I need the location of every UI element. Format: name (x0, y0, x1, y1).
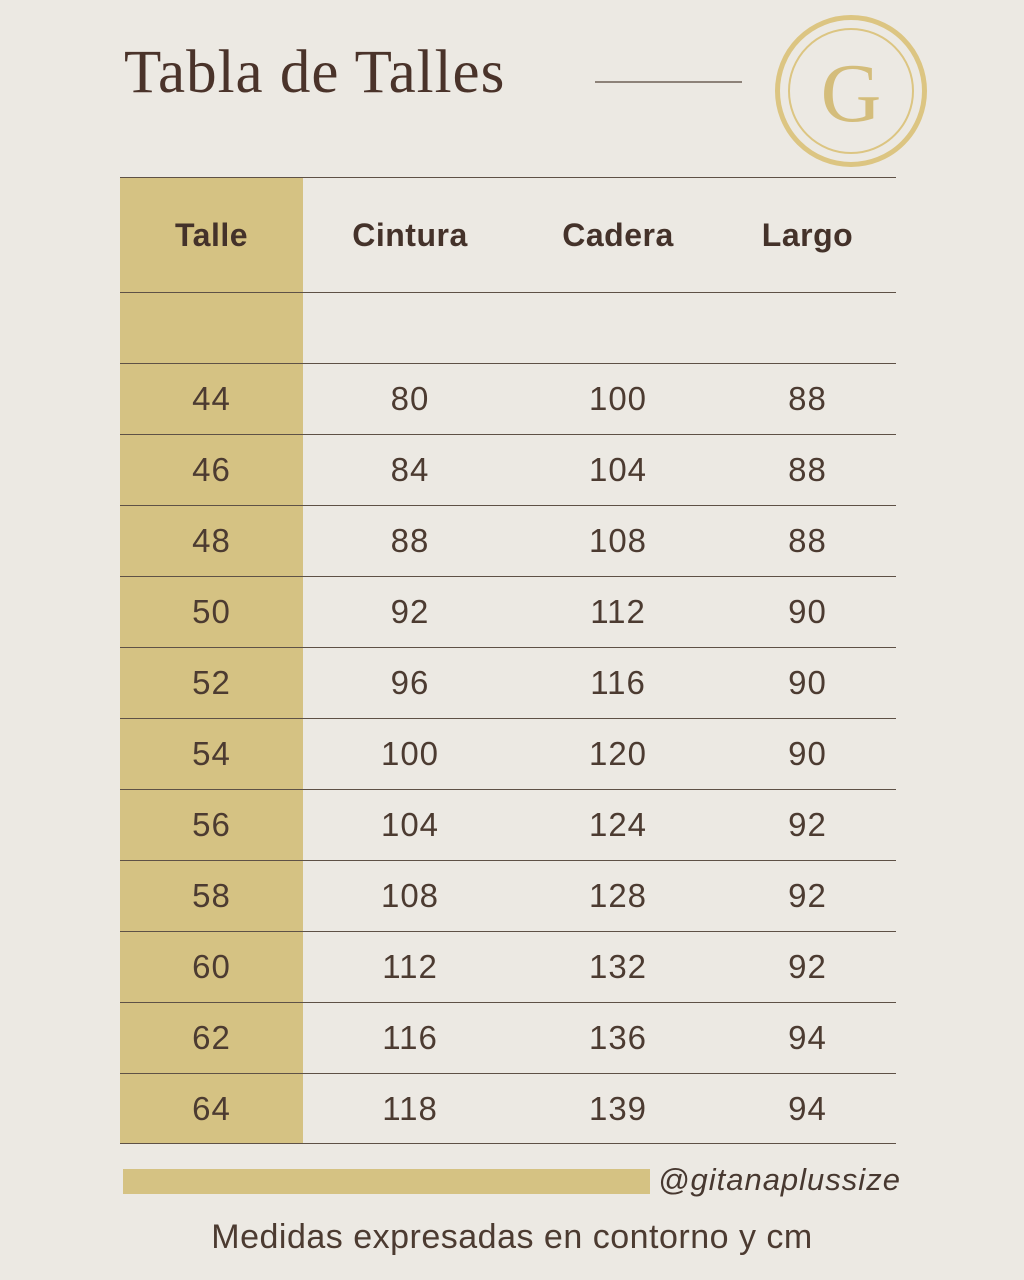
cell-cadera: 128 (588, 877, 648, 914)
table-row (120, 718, 896, 789)
cell-talle: 50 (120, 577, 303, 647)
cell-talle: 58 (120, 861, 303, 931)
cell-cintura: 100 (380, 735, 440, 772)
table-row (120, 1073, 896, 1144)
cell-cadera: 120 (588, 735, 648, 772)
cell-talle: 56 (120, 790, 303, 860)
cell-largo: 88 (788, 380, 827, 417)
cell-talle: 44 (120, 364, 303, 434)
cell-cintura: 116 (382, 1019, 438, 1056)
spacer-cell (719, 293, 896, 363)
table-row (120, 1002, 896, 1073)
brand-logo (775, 15, 927, 167)
cell-cintura: 104 (380, 806, 440, 843)
cell-cintura: 80 (390, 380, 430, 417)
cell-cintura: 112 (382, 948, 438, 985)
footer-gold-bar (123, 1169, 650, 1194)
cell-cintura: 96 (390, 664, 430, 701)
cell-talle: 64 (120, 1074, 303, 1143)
cell-largo: 92 (788, 806, 827, 843)
cell-largo: 94 (788, 1019, 827, 1056)
table-row (120, 363, 896, 434)
size-table (120, 177, 896, 1144)
spacer-cell (517, 293, 719, 363)
spacer-cell (303, 293, 517, 363)
page-title: Tabla de Talles (124, 39, 506, 106)
cell-cadera: 116 (590, 664, 646, 701)
cell-cadera: 100 (588, 380, 648, 417)
cell-talle: 52 (120, 648, 303, 718)
column-header-largo: Largo (761, 216, 854, 253)
cell-largo: 88 (788, 451, 827, 488)
cell-cadera: 112 (590, 593, 646, 630)
cell-cadera: 132 (588, 948, 648, 985)
column-header-cintura: Cintura (352, 216, 468, 253)
cell-largo: 90 (788, 664, 827, 701)
cell-talle: 54 (120, 719, 303, 789)
cell-largo: 94 (788, 1089, 827, 1127)
cell-cintura: 118 (382, 1089, 438, 1127)
brand-logo-inner-ring (788, 28, 914, 154)
cell-cadera: 124 (588, 806, 648, 843)
brand-logo-letter: G (820, 47, 882, 140)
cell-talle: 62 (120, 1003, 303, 1073)
social-handle: @gitanaplussize (658, 1162, 901, 1197)
cell-cintura: 84 (390, 451, 430, 488)
cell-talle: 60 (120, 932, 303, 1002)
table-row (120, 434, 896, 505)
cell-cadera: 108 (588, 522, 648, 559)
cell-largo: 88 (788, 522, 827, 559)
cell-cintura: 108 (380, 877, 440, 914)
cell-cadera: 139 (588, 1089, 648, 1127)
cell-talle: 46 (120, 435, 303, 505)
table-row (120, 789, 896, 860)
cell-largo: 92 (788, 877, 827, 914)
cell-largo: 92 (788, 948, 827, 985)
spacer-cell (120, 293, 303, 363)
column-header-cadera: Cadera (562, 216, 674, 253)
cell-largo: 90 (788, 593, 827, 630)
table-row (120, 860, 896, 931)
cell-largo: 90 (788, 735, 827, 772)
table-row (120, 576, 896, 647)
footer-note: Medidas expresadas en contorno y cm (211, 1218, 813, 1256)
cell-talle: 48 (120, 506, 303, 576)
table-header-row (120, 177, 896, 292)
table-row (120, 931, 896, 1002)
cell-cadera: 104 (588, 451, 648, 488)
table-spacer-row (120, 292, 896, 363)
column-header-talle: Talle (120, 178, 303, 292)
title-divider-line (595, 81, 742, 83)
table-row (120, 505, 896, 576)
table-row (120, 647, 896, 718)
cell-cadera: 136 (588, 1019, 648, 1056)
cell-cintura: 92 (390, 593, 430, 630)
cell-cintura: 88 (390, 522, 430, 559)
